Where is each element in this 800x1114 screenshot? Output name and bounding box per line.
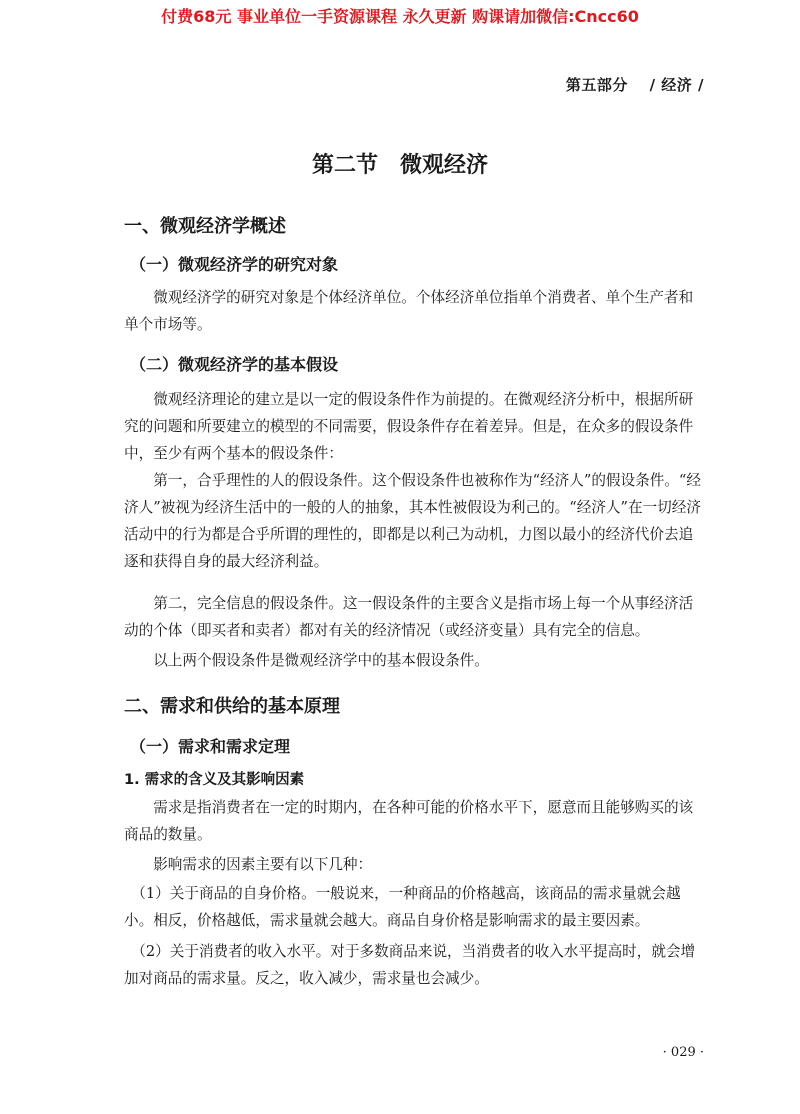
heading-level2: （一）微观经济学的研究对象 — [130, 255, 339, 274]
page-title — [0, 148, 800, 179]
watermark-banner: 付费68元 事业单位一手资源课程 永久更新 购课请加微信:Cncc60 — [161, 7, 639, 26]
running-header — [566, 74, 704, 95]
paragraph: 微观经济学的研究对象是个体经济单位。个体经济单位指单个消费者、单个生产者和单个市场等。 — [124, 289, 694, 333]
heading-level2: （二）微观经济学的基本假设 — [130, 355, 339, 374]
paragraph: （2）关于消费者的收入水平。对于多数商品来说，当消费者的收入水平提高时，就会增加对商品的需求量。反之，收入减少，需求量也会减少。 — [124, 943, 696, 987]
header-part: 第五部分 — [565, 76, 628, 94]
page-number: · 029 · — [662, 1045, 704, 1060]
heading-level3: 1. 需求的含义及其影响因素 — [124, 772, 305, 788]
paragraph: 微观经济理论的建立是以一定的假设条件作为前提的。在微观经济分析中，根据所研究的问题和所要建立的模型的不同需要，假设条件存在着差异。但是，在众多的假设条件中，至少有两个基本的假设条件： — [124, 391, 694, 462]
heading-level1: 二、需求和供给的基本原理 — [124, 696, 340, 717]
heading-level1: 一、微观经济学概述 — [124, 216, 286, 237]
paragraph: 第二，完全信息的假设条件。这一假设条件的主要含义是指市场上每一个从事经济活动的个体（即买者和卖者）都对有关的经济情况（或经济变量）具有完全的信息。 — [124, 595, 694, 639]
paragraph: 第一，合乎理性的人的假设条件。这个假设条件也被称作为“经济人”的假设条件。“经济人”被视为经济生活中的一般的人的抽象，其本性被假设为利己的。“经济人”在一切经济活动中的行为都是合乎所谓的理性的，即都是以利己为动机，力图以最小的经济代价去追逐和获得自身的最大经济利益。 — [124, 472, 701, 570]
header-section: / 经济 / — [649, 76, 704, 94]
title-section-no: 第二节 — [311, 152, 378, 178]
paragraph: 影响需求的因素主要有以下几种： — [153, 856, 373, 873]
heading-level2: （一）需求和需求定理 — [130, 737, 291, 756]
title-section-name: 微观经济 — [400, 152, 489, 178]
paragraph: （1）关于商品的自身价格。一般说来，一种商品的价格越高，该商品的需求量就会越小。相反，价格越低，需求量就会越大。商品自身价格是影响需求的最主要因素。 — [124, 885, 681, 929]
paragraph: 以上两个假设条件是微观经济学中的基本假设条件。 — [153, 652, 489, 669]
paragraph: 需求是指消费者在一定的时期内，在各种可能的价格水平下，愿意而且能够购买的该商品的数量。 — [124, 799, 694, 843]
